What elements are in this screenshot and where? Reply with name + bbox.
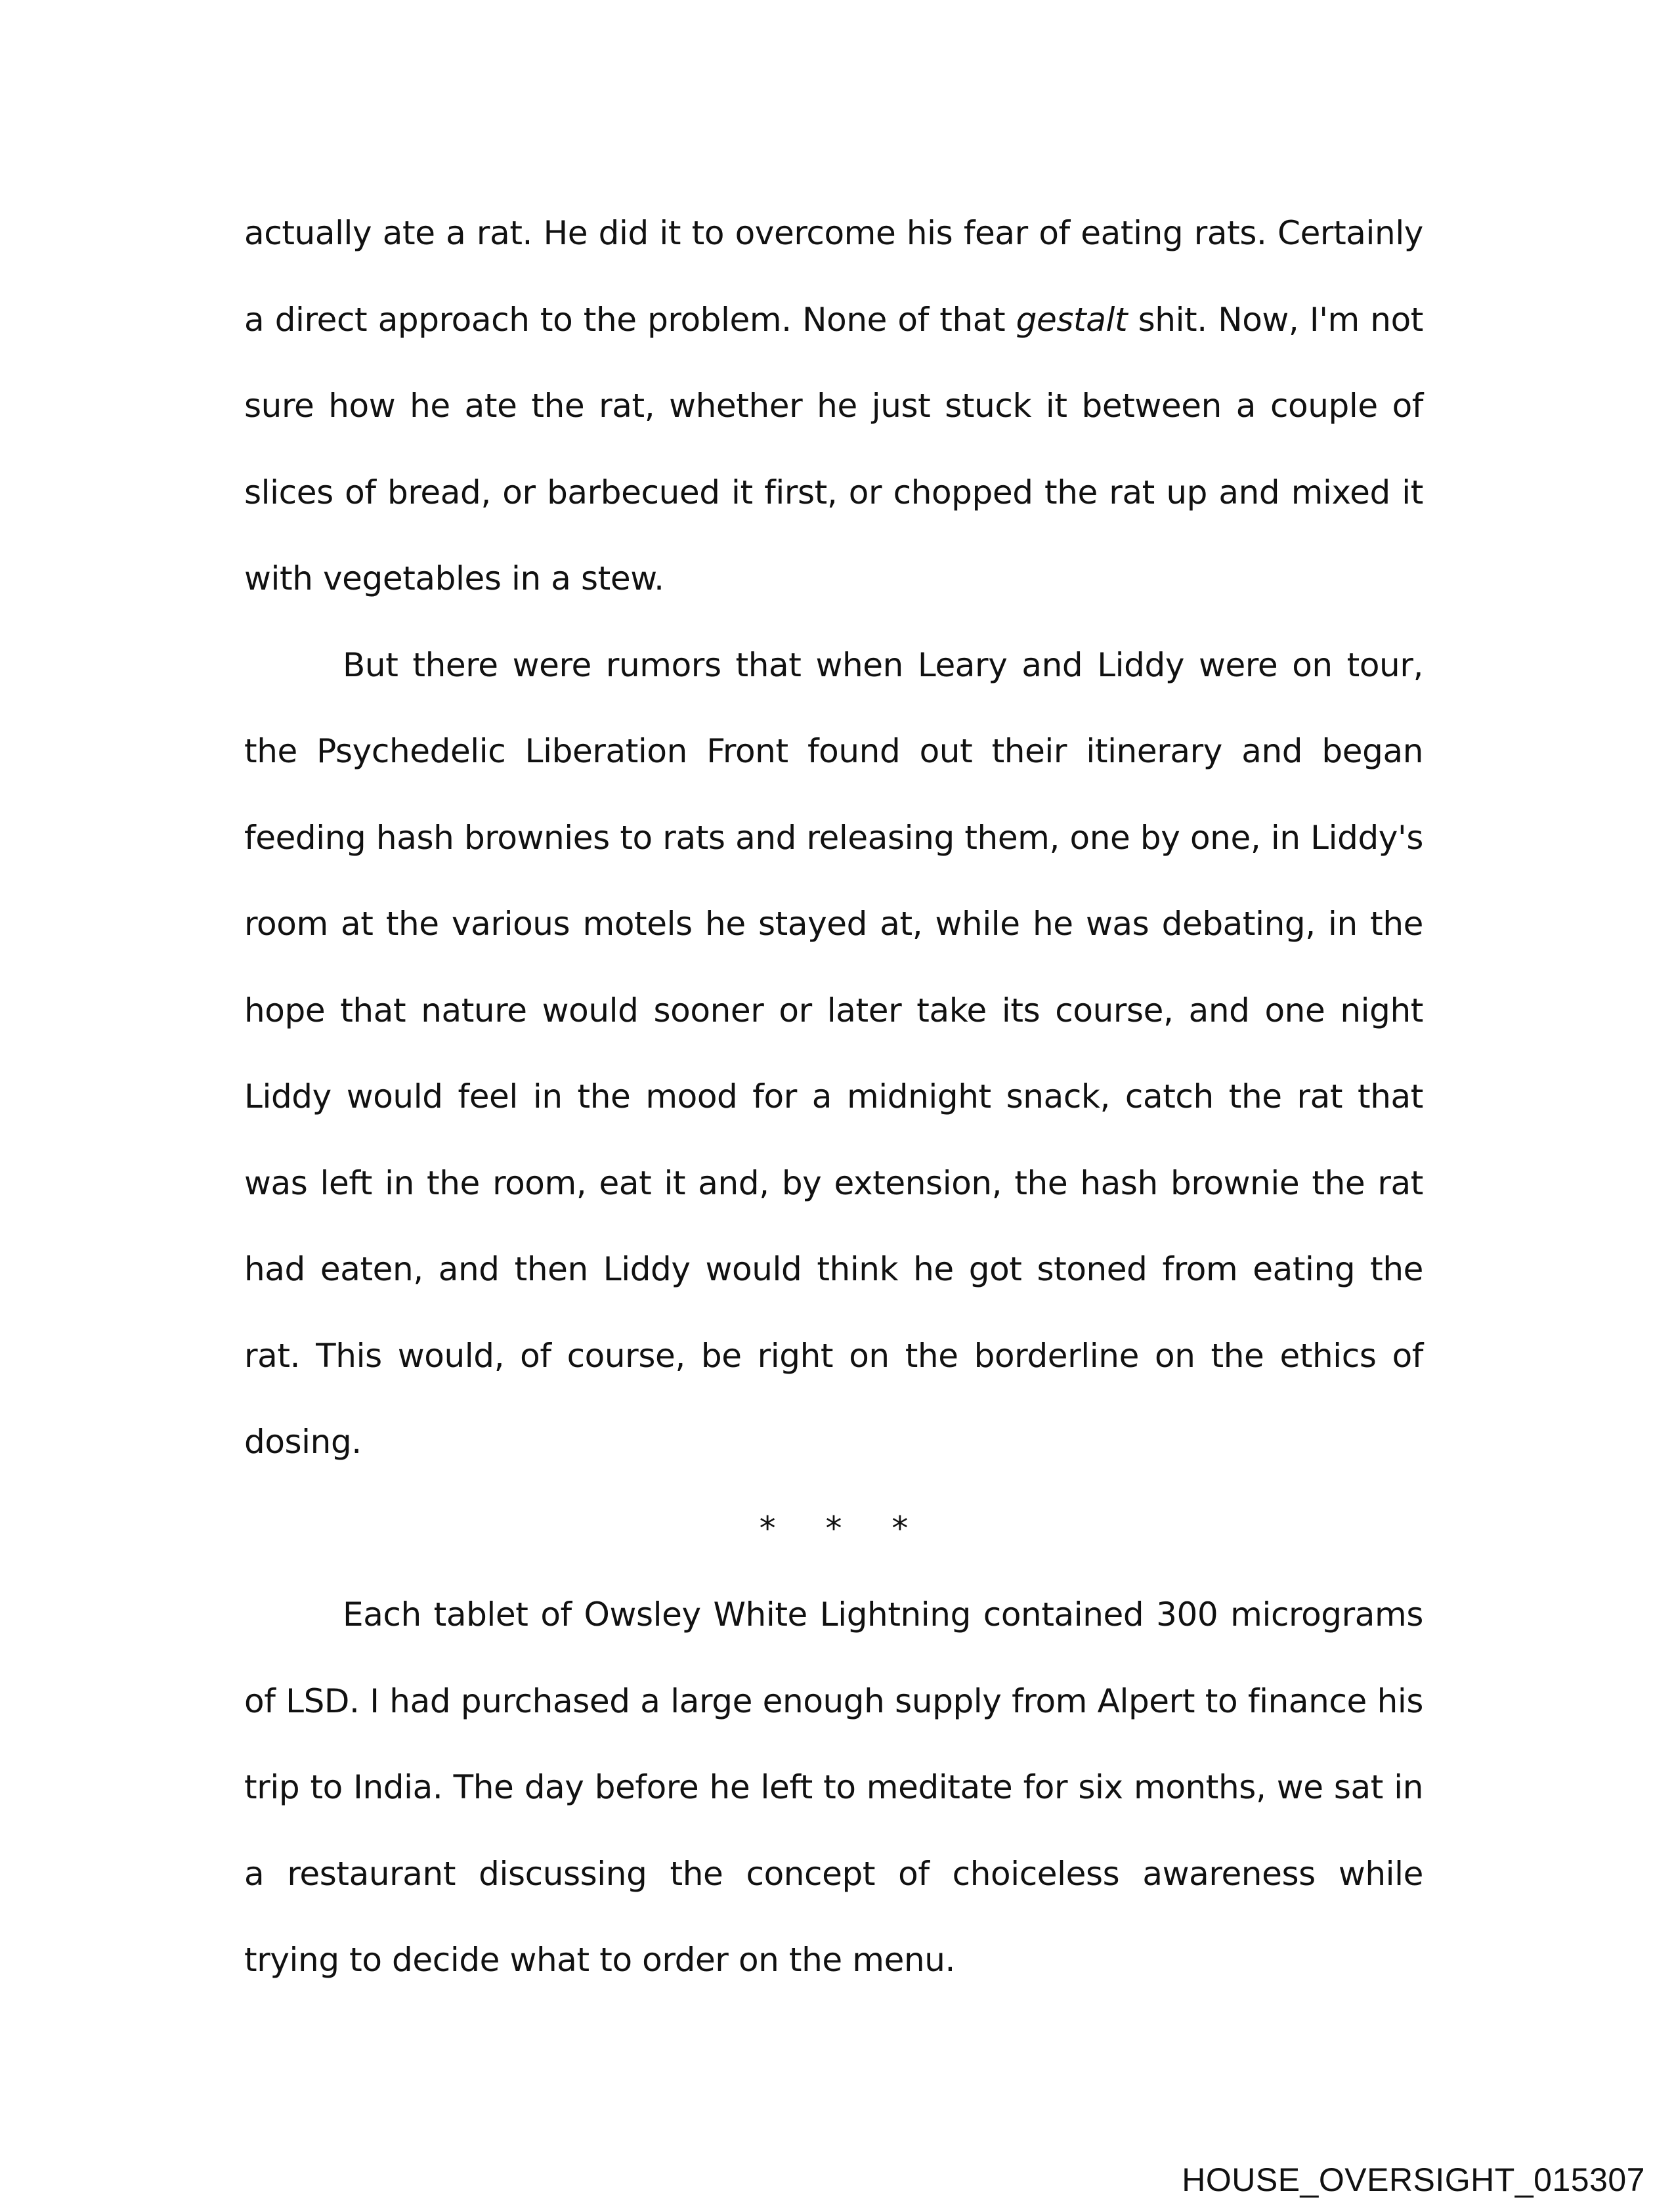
paragraph-3: Each tablet of Owsley White Lightning contained 300 micrograms of LSD. I had purchased a large enough supply from Alpert to finance his trip to India. The day before he left to meditate for six months, we sat in a restaurant discussing the concept of choiceless awareness while trying to decide what to order on the menu. [244, 1595, 1423, 1979]
paragraph-2: But there were rumors that when Leary and Liddy were on tour, the Psychedelic Liberation Front found out their itinerary and began feeding hash brownies to rats and releasing them, one by one, in Liddy's room at the various motels he stayed at, while he was debating, in the hope that nature would sooner or later take its course, and one night Liddy would feel in the mood for a midnight snack, catch the rat that was left in the room, eat it and, by extension, the hash brownie the rat had eaten, and then Liddy would think he got stoned from eating the rat. This would, of course, be right on the borderline on the ethics of dosing. [244, 645, 1423, 1461]
paragraph-1 [244, 190, 1423, 622]
paragraph-1-text-end: shit. Now, I'm not sure how he ate the rat, whether he just stuck it between a couple of slices of bread, or barbecued it first, or chopped the rat up and mixed it with vegetables in a stew. [244, 300, 1423, 597]
paragraph-1-text-start: actually ate a rat. He did it to overcome his fear of eating rats. Certainly a direct approach to the problem. None of that [244, 214, 1423, 339]
page-body [244, 190, 1423, 2004]
section-break: * * * [759, 1509, 928, 1548]
paragraph-1-emphasis: gestalt [1016, 300, 1128, 339]
document-id: HOUSE_OVERSIGHT_015307 [1182, 2161, 1645, 2198]
